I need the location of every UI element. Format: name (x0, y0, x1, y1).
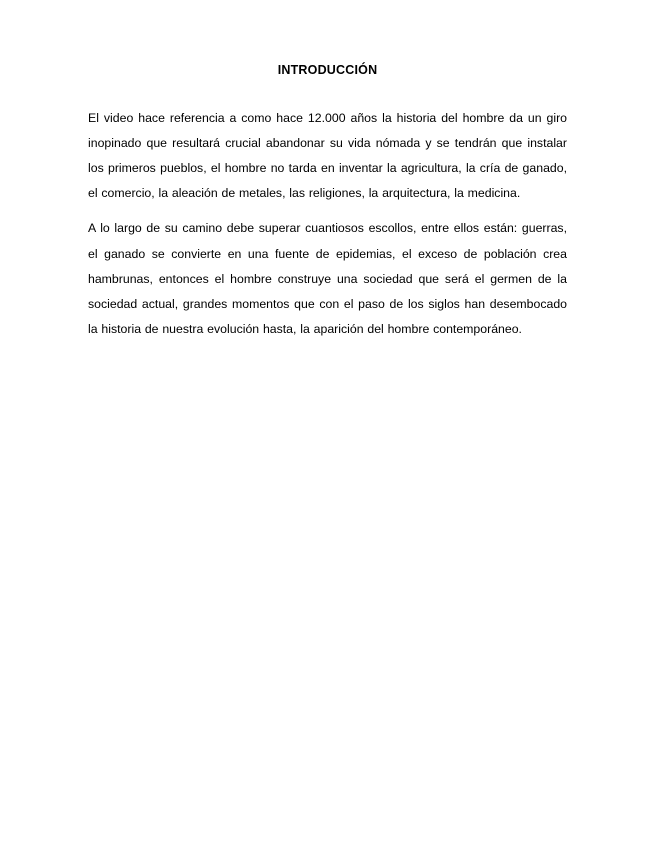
paragraph-2: A lo largo de su camino debe superar cuantiosos escollos, entre ellos están: guerras, el ganado se convierte en una fuente de epidemias, el exceso de población crea hambrunas, entonces el hombre construye una sociedad que será el germen de la sociedad actual, grandes momentos que con el paso de los siglos han desembocado la historia de nuestra evolución hasta, la aparición del hombre contemporáneo. (88, 221, 567, 337)
document-body (88, 62, 567, 342)
paragraph-1: El video hace referencia a como hace 12.000 años la historia del hombre da un giro inopinado que resultará crucial abandonar su vida nómada y se tendrán que instalar los primeros pueblos, el hombre no tarda en inventar la agricultura, la cría de ganado, el comercio, la aleación de metales, las religiones, la arquitectura, la medicina. (88, 110, 567, 201)
page-title: INTRODUCCIÓN (277, 63, 378, 77)
